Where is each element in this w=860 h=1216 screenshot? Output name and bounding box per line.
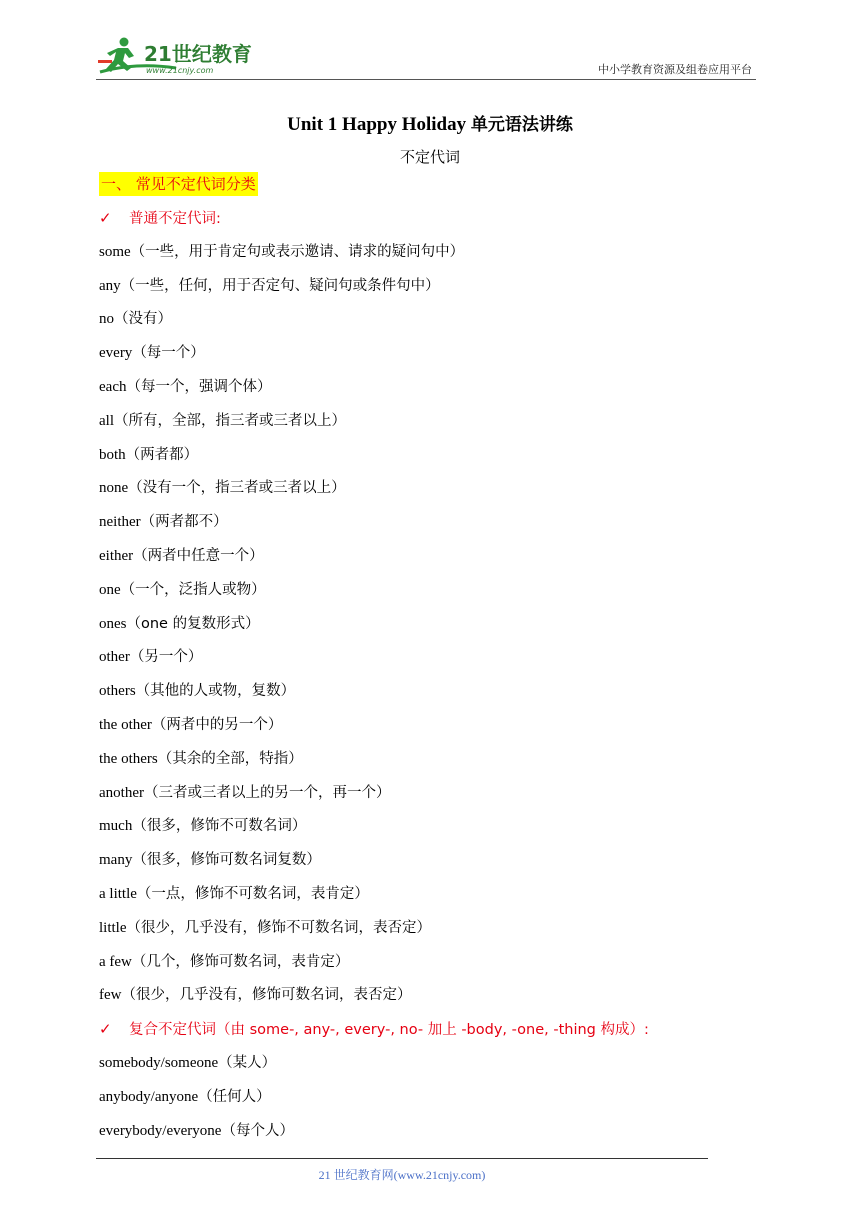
- pronoun-word: either: [99, 547, 134, 564]
- pronoun-entry: [99, 878, 749, 912]
- document-body: [99, 202, 749, 1148]
- pronoun-word: anybody/anyone: [99, 1088, 199, 1105]
- pronoun-note: （所有，全部，指三者或三者以上）: [114, 412, 346, 429]
- pronoun-word: each: [99, 378, 127, 395]
- pronoun-word: ones: [99, 615, 127, 632]
- subheading-compound: [99, 1013, 749, 1047]
- pronoun-word: many: [99, 852, 133, 869]
- pronoun-note: （两者都）: [125, 446, 199, 463]
- page-footer: 21 世纪教育网(www.21cnjy.com): [318, 1168, 486, 1182]
- pronoun-word: none: [99, 480, 129, 497]
- pronoun-entry: [99, 1047, 749, 1081]
- pronoun-note: （任何人）: [198, 1088, 271, 1105]
- pronoun-entry: [99, 743, 749, 777]
- pronoun-note: （每个人）: [221, 1122, 294, 1139]
- compound-pronoun-list: [99, 1047, 749, 1148]
- pronoun-entry: [99, 439, 749, 473]
- pronoun-note: （两者中的另一个）: [151, 716, 283, 733]
- pronoun-word: some: [99, 243, 131, 260]
- pronoun-entry: [99, 641, 749, 675]
- title-english: Unit 1 Happy Holiday: [287, 114, 467, 135]
- header-divider: [96, 79, 756, 80]
- pronoun-entry: [99, 472, 749, 506]
- pronoun-entry: [99, 371, 749, 405]
- subheading-common: [99, 202, 749, 236]
- pronoun-note: （每一个）: [132, 345, 205, 362]
- pronoun-entry: [99, 777, 749, 811]
- common-pronoun-list: [99, 236, 749, 1013]
- checkmark-icon: ✓: [99, 1020, 112, 1039]
- pronoun-entry: [99, 236, 749, 270]
- page-header: [96, 34, 756, 80]
- site-logo: [96, 34, 266, 78]
- pronoun-word: somebody/someone: [99, 1054, 219, 1071]
- pronoun-note: （其余的全部，特指）: [157, 750, 303, 767]
- pronoun-word: the others: [99, 750, 158, 767]
- pronoun-note: （一点，修饰不可数名词，表肯定）: [136, 885, 369, 902]
- pronoun-note: （很少，几乎没有，修饰可数名词，表否定）: [121, 987, 412, 1004]
- pronoun-word: both: [99, 446, 126, 463]
- pronoun-entry: [99, 675, 749, 709]
- pronoun-entry: [99, 1081, 749, 1115]
- pronoun-entry: [99, 540, 749, 574]
- pronoun-note: （没有一个，指三者或三者以上）: [128, 480, 346, 497]
- pronoun-entry: [99, 1115, 749, 1149]
- pronoun-entry: [99, 979, 749, 1013]
- pronoun-word: everybody/everyone: [99, 1122, 222, 1139]
- svg-text:21世纪教育: 21世纪教育: [144, 42, 252, 66]
- pronoun-word: no: [99, 311, 114, 328]
- pronoun-word: all: [99, 412, 114, 429]
- pronoun-word: others: [99, 683, 136, 700]
- pronoun-note: （没有）: [114, 311, 172, 328]
- pronoun-note: （很少，几乎没有，修饰不可数名词，表否定）: [126, 919, 431, 936]
- pronoun-note: （one 的复数形式）: [126, 615, 260, 632]
- subheading-compound-label: 复合不定代词（由 some-, any-, every-, no- 加上 -body, -one, -thing 构成）:: [129, 1022, 649, 1039]
- pronoun-note: （很多，修饰可数名词复数）: [132, 852, 321, 869]
- pronoun-word: every: [99, 345, 133, 362]
- pronoun-entry: [99, 337, 749, 371]
- pronoun-entry: [99, 810, 749, 844]
- pronoun-word: a little: [99, 885, 137, 902]
- pronoun-note: （其他的人或物，复数）: [135, 683, 296, 700]
- pronoun-note: （一个，泛指人或物）: [120, 581, 266, 598]
- pronoun-note: （很多，修饰不可数名词）: [132, 818, 307, 835]
- pronoun-entry: [99, 405, 749, 439]
- pronoun-entry: [99, 844, 749, 878]
- pronoun-note: （几个，修饰可数名词，表肯定）: [131, 953, 350, 970]
- pronoun-note: （三者或三者以上的另一个，再一个）: [143, 784, 391, 801]
- pronoun-word: other: [99, 649, 130, 666]
- pronoun-entry: [99, 270, 749, 304]
- subheading-common-label: 普通不定代词:: [129, 211, 221, 227]
- pronoun-note: （每一个，强调个体）: [126, 378, 272, 395]
- pronoun-word: the other: [99, 716, 152, 733]
- pronoun-word: a few: [99, 953, 132, 970]
- pronoun-word: much: [99, 818, 133, 835]
- pronoun-word: few: [99, 987, 122, 1004]
- pronoun-word: another: [99, 784, 144, 801]
- pronoun-word: neither: [99, 514, 141, 531]
- pronoun-note: （两者都不）: [140, 514, 228, 531]
- platform-tagline: 中小学教育资源及组卷应用平台: [598, 63, 752, 76]
- title-chinese: 单元语法讲练: [470, 115, 573, 135]
- pronoun-entry: [99, 303, 749, 337]
- pronoun-entry: [99, 574, 749, 608]
- pronoun-word: little: [99, 919, 127, 936]
- pronoun-word: one: [99, 581, 121, 598]
- page-title: [0, 110, 860, 136]
- section-heading-categories: 一、 常见不定代词分类: [99, 172, 258, 196]
- pronoun-entry: [99, 912, 749, 946]
- pronoun-note: （一些，用于肯定句或表示邀请、请求的疑问句中）: [130, 243, 465, 260]
- pronoun-note: （另一个）: [129, 649, 203, 666]
- pronoun-note: （两者中任意一个）: [133, 547, 264, 564]
- pronoun-entry: [99, 608, 749, 642]
- pronoun-entry: [99, 506, 749, 540]
- pronoun-note: （某人）: [218, 1054, 277, 1071]
- pronoun-entry: [99, 709, 749, 743]
- runner-logo-icon: [96, 34, 266, 78]
- page-subtitle: 不定代词: [399, 148, 460, 166]
- checkmark-icon: ✓: [99, 209, 112, 227]
- footer-divider: [96, 1158, 708, 1159]
- pronoun-note: （一些，任何，用于否定句、疑问句或条件句中）: [120, 277, 440, 294]
- svg-text:www.21cnjy.com: www.21cnjy.com: [146, 66, 214, 75]
- pronoun-entry: [99, 946, 749, 980]
- pronoun-word: any: [99, 277, 121, 294]
